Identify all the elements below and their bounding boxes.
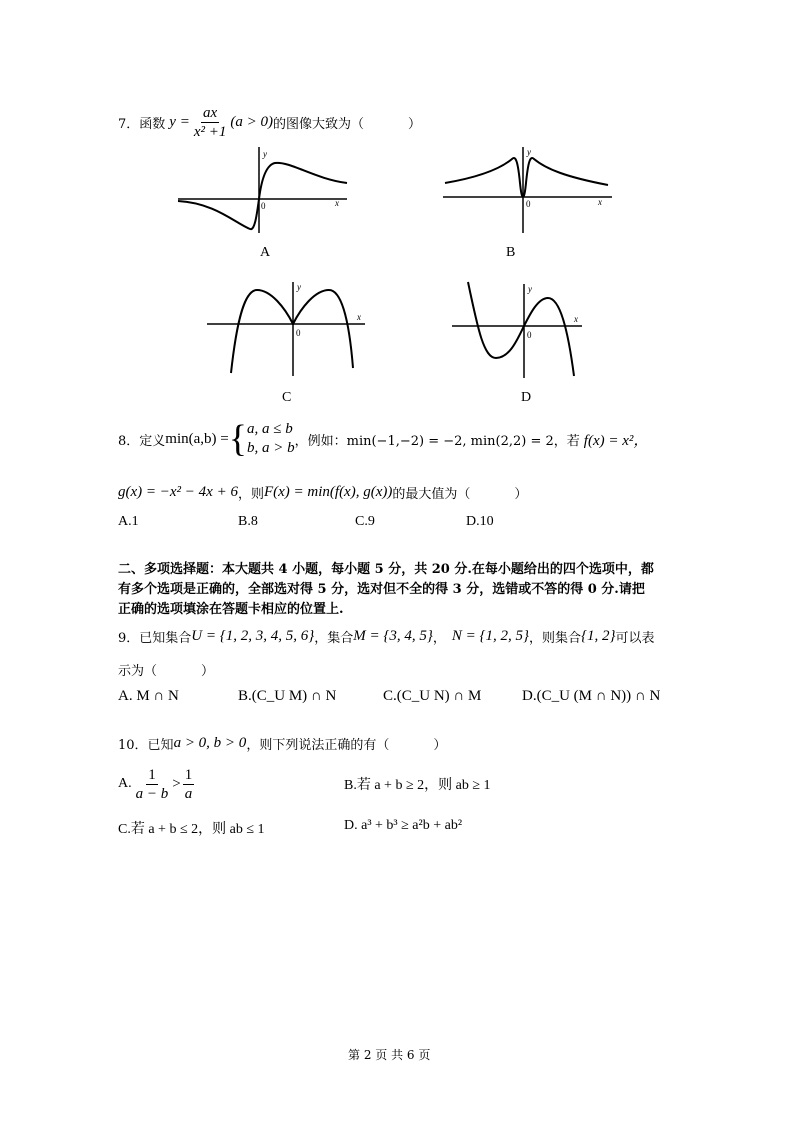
- q7-func-lhs: y =: [169, 113, 190, 130]
- q10-a-den2: a: [184, 785, 193, 802]
- q7-suffix: 的图像大致为（: [272, 116, 364, 132]
- q10-choice-c: C.若 a + b ≤ 2，则 ab ≤ 1: [118, 822, 265, 837]
- graph-c-label: C: [282, 390, 292, 405]
- q7-prefix: 函数: [139, 116, 166, 132]
- q8-stem-line1: [118, 418, 648, 460]
- graph-b-x-label: x: [598, 197, 602, 207]
- q10-suffix: ，则下列说法正确的有（: [246, 737, 390, 753]
- q9-N: N = {1, 2, 5}: [451, 627, 530, 644]
- graph-a-origin: 0: [261, 201, 266, 211]
- graph-c-origin: 0: [296, 328, 301, 338]
- q8-choice-a: A.1: [118, 514, 139, 529]
- graph-a: [175, 143, 355, 235]
- graph-a-curve: [178, 163, 347, 229]
- q8-close: ）: [514, 486, 528, 502]
- graph-d-curve: [468, 282, 574, 376]
- q9-set: {1, 2}: [581, 627, 616, 644]
- graph-d-label: D: [521, 390, 532, 405]
- q10-cond: a > 0, b > 0: [173, 734, 247, 751]
- q7-number: 7．: [118, 116, 140, 132]
- graph-d-origin: 0: [527, 330, 532, 340]
- q10-choice-b: B.若 a + b ≥ 2，则 ab ≥ 1: [344, 778, 491, 793]
- graph-b: [440, 143, 620, 235]
- q9-choice-c: C.(C_U N) ∩ M: [383, 688, 482, 704]
- q8-example: ，例如：min(−1,−2) = −2, min(2,2) = 2，若: [294, 433, 580, 449]
- q9-mid3: ，则集合: [529, 630, 582, 646]
- graph-a-y-label: y: [263, 149, 267, 159]
- graph-d-y-label: y: [528, 284, 532, 294]
- q10-a-den1: a − b: [135, 785, 169, 802]
- q9-choice-d: D.(C_U (M ∩ N)) ∩ N: [522, 688, 661, 704]
- graph-c-curve: [231, 290, 353, 373]
- q10-a-num1: 1: [148, 766, 156, 783]
- q10-a-rel: >: [172, 775, 181, 792]
- q8-prefix: 定义: [139, 433, 166, 449]
- q8-Fx: F(x) = min(f(x), g(x)): [263, 483, 393, 500]
- q8-stem-line2: [118, 480, 527, 504]
- graph-d-x-label: x: [574, 314, 578, 324]
- section2-line1: 二、多项选择题：本大题共 4 小题，每小题 5 分，共 20 分.在每小题给出的四个选项中，都: [118, 562, 654, 577]
- q9-M: M = {3, 4, 5}: [353, 627, 433, 644]
- graph-b-label: B: [506, 245, 516, 260]
- q7-func-num: ax: [203, 104, 218, 121]
- q10-choice-a: [118, 764, 196, 804]
- q9-stem-line1: [118, 624, 655, 648]
- graph-c-x-label: x: [357, 312, 361, 322]
- q8-cases: [247, 420, 295, 458]
- q9-mid1: ，集合: [314, 630, 354, 646]
- q10-choice-d: D. a³ + b³ ≥ a²b + ab²: [344, 818, 463, 833]
- q8-choice-d: D.10: [466, 514, 494, 529]
- q8-choice-b: B.8: [238, 514, 258, 529]
- q10-a-label: A.: [118, 776, 132, 791]
- q8-brace: {: [228, 418, 247, 460]
- graph-a-label: A: [260, 245, 271, 260]
- graph-b-y-label: y: [527, 147, 531, 157]
- q8-case2: b, a > b: [247, 440, 295, 456]
- q7-func-den: x² +1: [193, 123, 227, 140]
- q9-tail: 可以表: [615, 630, 655, 646]
- graph-c-y-label: y: [297, 282, 301, 292]
- graph-d: [450, 280, 585, 380]
- q9-close: ）: [201, 664, 215, 679]
- q9-choice-a: A. M ∩ N: [118, 688, 179, 704]
- q9-choice-b: B.(C_U M) ∩ N: [238, 688, 337, 704]
- q10-a-num2: 1: [184, 766, 193, 783]
- q9-number: 9．: [118, 630, 140, 646]
- q10-a-frac2: [183, 766, 195, 803]
- section2-line2: 有多个选项是正确的，全部选对得 5 分，选对但不全的得 3 分，选错或不答的得 0 分.请把: [118, 582, 645, 597]
- graph-b-origin: 0: [526, 199, 531, 209]
- q8-then: ，则: [237, 486, 264, 502]
- q9-stem-line2: [118, 660, 214, 679]
- q9-U: U = {1, 2, 3, 4, 5, 6}: [191, 627, 315, 644]
- q7-close: ）: [408, 116, 422, 132]
- q9-prefix: 已知集合: [139, 630, 192, 646]
- q8-fx: f(x) = x²，: [583, 432, 649, 449]
- q9-line2: 示为（: [118, 664, 158, 679]
- q10-close: ）: [433, 737, 447, 753]
- section2-line3: 正确的选项填涂在答题卡相应的位置上.: [118, 602, 344, 617]
- q9-mid2: ，: [432, 630, 446, 646]
- q7-stem: [118, 102, 421, 142]
- graph-b-curve: [445, 158, 608, 197]
- q10-prefix: 已知: [147, 737, 174, 753]
- graph-a-x-label: x: [335, 198, 339, 208]
- q10-number: 10．: [118, 737, 148, 753]
- q8-case1: a, a ≤ b: [247, 421, 293, 437]
- q10-a-frac1: [134, 766, 171, 803]
- q8-suffix: 的最大值为（: [392, 486, 471, 502]
- q7-fraction: [192, 104, 229, 141]
- graph-c: [205, 278, 370, 378]
- page-footer: 第 2 页 共 6 页: [348, 1048, 431, 1062]
- q7-cond: (a > 0): [230, 113, 273, 130]
- q8-gx: g(x) = −x² − 4x + 6: [118, 483, 238, 500]
- q10-stem: [118, 732, 446, 754]
- q8-def-lhs: min(a,b) =: [165, 430, 229, 447]
- q8-choice-c: C.9: [355, 514, 375, 529]
- q8-number: 8．: [118, 433, 140, 449]
